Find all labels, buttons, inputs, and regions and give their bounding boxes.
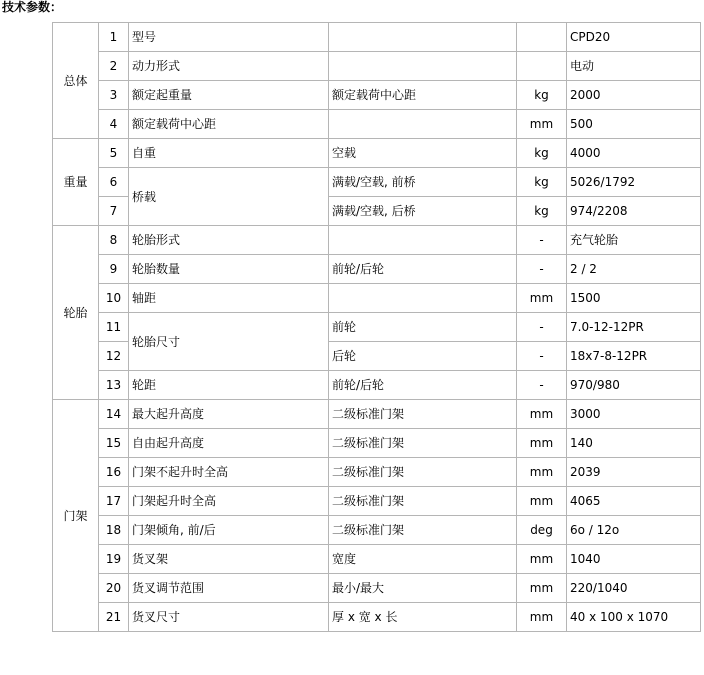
param-value: 970/980 xyxy=(567,371,701,400)
param-unit: kg xyxy=(517,168,567,197)
param-name: 门架不起升时全高 xyxy=(129,458,329,487)
param-condition: 前轮/后轮 xyxy=(329,255,517,284)
table-row xyxy=(53,139,701,168)
param-unit: mm xyxy=(517,400,567,429)
param-value: 18x7-8-12PR xyxy=(567,342,701,371)
param-condition: 二级标准门架 xyxy=(329,400,517,429)
param-value: 220/1040 xyxy=(567,574,701,603)
param-value: 2 / 2 xyxy=(567,255,701,284)
param-condition: 空载 xyxy=(329,139,517,168)
param-name: 轮胎数量 xyxy=(129,255,329,284)
param-name: 桥载 xyxy=(129,168,329,226)
param-condition: 二级标准门架 xyxy=(329,429,517,458)
row-number: 5 xyxy=(99,139,129,168)
param-condition: 前轮/后轮 xyxy=(329,371,517,400)
row-number: 1 xyxy=(99,23,129,52)
param-unit: kg xyxy=(517,139,567,168)
table-row xyxy=(53,110,701,139)
row-number: 8 xyxy=(99,226,129,255)
param-name: 货叉架 xyxy=(129,545,329,574)
table-row xyxy=(53,168,701,197)
param-condition xyxy=(329,226,517,255)
table-row xyxy=(53,574,701,603)
table-row xyxy=(53,313,701,342)
table-row xyxy=(53,603,701,632)
row-number: 2 xyxy=(99,52,129,81)
param-unit: mm xyxy=(517,574,567,603)
table-row xyxy=(53,371,701,400)
param-value: 1040 xyxy=(567,545,701,574)
param-name: 货叉调节范围 xyxy=(129,574,329,603)
param-unit: mm xyxy=(517,545,567,574)
param-value: 3000 xyxy=(567,400,701,429)
param-value: 140 xyxy=(567,429,701,458)
param-name: 额定载荷中心距 xyxy=(129,110,329,139)
param-unit: - xyxy=(517,226,567,255)
row-number: 19 xyxy=(99,545,129,574)
param-name: 额定起重量 xyxy=(129,81,329,110)
param-name: 货叉尺寸 xyxy=(129,603,329,632)
param-unit: mm xyxy=(517,458,567,487)
param-condition: 后轮 xyxy=(329,342,517,371)
row-number: 16 xyxy=(99,458,129,487)
param-value: 6o / 12o xyxy=(567,516,701,545)
table-row xyxy=(53,52,701,81)
param-condition xyxy=(329,52,517,81)
param-name: 型号 xyxy=(129,23,329,52)
param-unit: mm xyxy=(517,429,567,458)
param-name: 门架倾角, 前/后 xyxy=(129,516,329,545)
row-number: 15 xyxy=(99,429,129,458)
param-condition: 满载/空载, 前桥 xyxy=(329,168,517,197)
param-name: 门架起升时全高 xyxy=(129,487,329,516)
param-value: 974/2208 xyxy=(567,197,701,226)
param-unit: - xyxy=(517,371,567,400)
param-condition: 额定载荷中心距 xyxy=(329,81,517,110)
param-value: 1500 xyxy=(567,284,701,313)
table-row xyxy=(53,458,701,487)
param-condition: 满载/空载, 后桥 xyxy=(329,197,517,226)
param-value: 4000 xyxy=(567,139,701,168)
row-number: 18 xyxy=(99,516,129,545)
param-name: 轮胎尺寸 xyxy=(129,313,329,371)
param-name: 自由起升高度 xyxy=(129,429,329,458)
row-number: 9 xyxy=(99,255,129,284)
param-unit: - xyxy=(517,255,567,284)
param-unit: - xyxy=(517,313,567,342)
param-condition: 二级标准门架 xyxy=(329,516,517,545)
spec-table xyxy=(52,22,701,632)
param-condition xyxy=(329,23,517,52)
param-value: 电动 xyxy=(567,52,701,81)
row-number: 3 xyxy=(99,81,129,110)
param-unit xyxy=(517,23,567,52)
group-label-mast: 门架 xyxy=(53,400,99,632)
row-number: 4 xyxy=(99,110,129,139)
table-row xyxy=(53,284,701,313)
param-condition: 二级标准门架 xyxy=(329,458,517,487)
table-row xyxy=(53,487,701,516)
row-number: 6 xyxy=(99,168,129,197)
param-value: 7.0-12-12PR xyxy=(567,313,701,342)
table-row xyxy=(53,23,701,52)
row-number: 14 xyxy=(99,400,129,429)
param-value: 500 xyxy=(567,110,701,139)
group-label-weight: 重量 xyxy=(53,139,99,226)
param-name: 轮距 xyxy=(129,371,329,400)
param-unit: - xyxy=(517,342,567,371)
table-row xyxy=(53,226,701,255)
param-unit: kg xyxy=(517,81,567,110)
table-row xyxy=(53,516,701,545)
row-number: 21 xyxy=(99,603,129,632)
table-row xyxy=(53,255,701,284)
param-unit: deg xyxy=(517,516,567,545)
param-unit: mm xyxy=(517,603,567,632)
param-unit xyxy=(517,52,567,81)
param-condition xyxy=(329,110,517,139)
table-row xyxy=(53,429,701,458)
param-name: 轴距 xyxy=(129,284,329,313)
param-unit: mm xyxy=(517,110,567,139)
param-value: 2000 xyxy=(567,81,701,110)
param-name: 自重 xyxy=(129,139,329,168)
row-number: 7 xyxy=(99,197,129,226)
param-condition: 二级标准门架 xyxy=(329,487,517,516)
table-row xyxy=(53,400,701,429)
table-row xyxy=(53,545,701,574)
table-row xyxy=(53,81,701,110)
row-number: 10 xyxy=(99,284,129,313)
group-label-overall: 总体 xyxy=(53,23,99,139)
row-number: 13 xyxy=(99,371,129,400)
row-number: 12 xyxy=(99,342,129,371)
param-condition: 宽度 xyxy=(329,545,517,574)
param-condition: 厚 x 宽 x 长 xyxy=(329,603,517,632)
param-unit: kg xyxy=(517,197,567,226)
param-value: 4065 xyxy=(567,487,701,516)
param-condition xyxy=(329,284,517,313)
param-value: 2039 xyxy=(567,458,701,487)
param-value: 5026/1792 xyxy=(567,168,701,197)
section-title: 技术参数： xyxy=(2,0,63,14)
row-number: 17 xyxy=(99,487,129,516)
param-value: 40 x 100 x 1070 xyxy=(567,603,701,632)
param-condition: 最小/最大 xyxy=(329,574,517,603)
param-name: 轮胎形式 xyxy=(129,226,329,255)
param-unit: mm xyxy=(517,487,567,516)
param-unit: mm xyxy=(517,284,567,313)
param-value: CPD20 xyxy=(567,23,701,52)
param-value: 充气轮胎 xyxy=(567,226,701,255)
row-number: 20 xyxy=(99,574,129,603)
param-condition: 前轮 xyxy=(329,313,517,342)
param-name: 最大起升高度 xyxy=(129,400,329,429)
param-name: 动力形式 xyxy=(129,52,329,81)
group-label-tires: 轮胎 xyxy=(53,226,99,400)
row-number: 11 xyxy=(99,313,129,342)
